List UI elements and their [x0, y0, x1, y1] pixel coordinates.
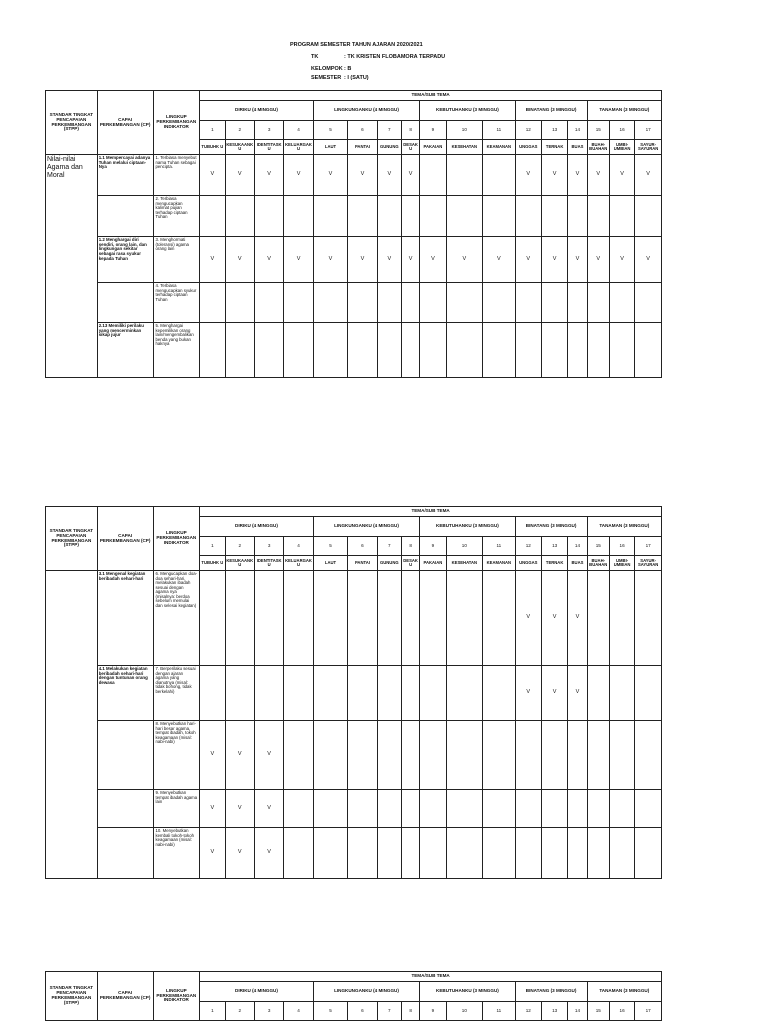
subtheme-label: KEAMANAN: [483, 556, 515, 571]
subtheme-label: BUAS: [568, 556, 587, 571]
subtheme-label: KELUARGAK U: [284, 140, 313, 155]
check-mark: V: [254, 828, 283, 879]
subtheme-label: KEAMANAN: [483, 140, 515, 155]
semester-row: [311, 75, 369, 81]
subtheme-label: DESAK U: [401, 140, 419, 155]
subtheme-label: UNGGAS: [515, 140, 541, 155]
check-mark: V: [284, 237, 313, 283]
subtheme-label: GUNUNG: [377, 140, 401, 155]
week-number: 15: [587, 121, 609, 140]
indicator-cell: 3. Menghormati (toleransi) agama orang lain: [153, 237, 200, 283]
cp-header: CAPAI PERKEMBANGAN (CP): [97, 91, 153, 155]
check-mark: V: [401, 237, 419, 283]
subtheme-label: SAYUR-SAYURAN: [635, 556, 662, 571]
subtheme-label: UMBI-UMBIAN: [609, 140, 634, 155]
cp-cell: 3.1 Mengenal kegiatan beribadah sehari-hari: [97, 571, 153, 666]
check-mark: V: [568, 571, 587, 666]
week-number: 6: [348, 1002, 377, 1021]
check-mark: V: [446, 237, 483, 283]
week-number: 14: [568, 1002, 587, 1021]
check-mark: V: [515, 666, 541, 721]
week-number: 6: [348, 121, 377, 140]
tk-row: [311, 54, 445, 60]
tk-label: TK: [311, 54, 319, 60]
subtheme-label: IDENTITASK U: [254, 140, 283, 155]
week-number: 12: [515, 121, 541, 140]
check-mark: V: [541, 155, 567, 196]
cp-cell: [97, 283, 153, 323]
stpp-header: STANDAR TINGKAT PENCAPAIAN PERKEMBANGAN (STPP): [46, 91, 98, 155]
subtheme-label: LAUT: [313, 556, 347, 571]
indicator-cell: 1. Terbiasa menyebut nama Tuhan sebagai pencipta.: [153, 155, 200, 196]
check-mark: V: [348, 237, 377, 283]
check-mark: V: [609, 237, 634, 283]
subtheme-label: PANTAI: [348, 556, 377, 571]
group-header: KEBUTUHANKU (3 MINGGU): [420, 517, 515, 537]
stpp-cell: Nilai-nilai Agama dan Moral: [46, 155, 98, 378]
table-row: [46, 283, 662, 323]
check-mark: V: [515, 155, 541, 196]
check-mark: V: [635, 155, 662, 196]
lingkup-header: LINGKUP PERKEMBANGAN INDIKATOR: [153, 91, 200, 155]
subtheme-label: TUBUHK U: [200, 556, 225, 571]
subtheme-label: BUAH-BUAHAN: [587, 556, 609, 571]
table-row: [46, 571, 662, 666]
subtheme-label: DESAK U: [401, 556, 419, 571]
cp-cell: [97, 196, 153, 237]
check-mark: V: [377, 155, 401, 196]
subtheme-label: PAKAIAN: [420, 556, 446, 571]
group-header: TANAMAN (3 MINGGU): [587, 517, 661, 537]
week-number: 17: [635, 537, 662, 556]
check-mark: V: [225, 828, 254, 879]
sheet-2: [45, 506, 662, 879]
week-number: 4: [284, 121, 313, 140]
cp-header: CAPAI PERKEMBANGAN (CP): [97, 507, 153, 571]
check-mark: V: [225, 790, 254, 828]
week-number: 14: [568, 537, 587, 556]
check-mark: V: [254, 790, 283, 828]
check-mark: V: [541, 571, 567, 666]
check-mark: V: [401, 155, 419, 196]
check-mark: V: [200, 790, 225, 828]
week-number: 2: [225, 121, 254, 140]
subtheme-label: TERNAK: [541, 556, 567, 571]
subtheme-label: SAYUR-SAYURAN: [635, 140, 662, 155]
group-header: BINATANG (3 MINGGU): [515, 982, 587, 1002]
group-header: LINGKUNGANKU (4 MINGGU): [313, 101, 419, 121]
check-mark: V: [254, 237, 283, 283]
subtheme-label: UMBI-UMBIAN: [609, 556, 634, 571]
subtheme-label: TERNAK: [541, 140, 567, 155]
week-number: 8: [401, 121, 419, 140]
subtheme-label: KESUKAANK U: [225, 140, 254, 155]
week-number: 15: [587, 1002, 609, 1021]
check-mark: V: [568, 666, 587, 721]
check-mark: V: [635, 237, 662, 283]
week-number: 9: [420, 537, 446, 556]
stpp-cell: [46, 571, 98, 879]
table-row: [46, 828, 662, 879]
week-number: 13: [541, 121, 567, 140]
week-number: 17: [635, 121, 662, 140]
week-number: 1: [200, 121, 225, 140]
cp-header: CAPAI PERKEMBANGAN (CP): [97, 972, 153, 1021]
subtheme-label: TUBUHK U: [200, 140, 225, 155]
document-title: PROGRAM SEMESTER TAHUN AJARAN 2020/2021: [290, 42, 423, 48]
group-header: DIRIKU (4 MINGGU): [200, 982, 314, 1002]
week-number: 12: [515, 537, 541, 556]
tk-value: : TK KRISTEN FLOBAMORA TERPADU: [344, 54, 446, 60]
week-number: 16: [609, 1002, 634, 1021]
check-mark: V: [515, 237, 541, 283]
check-mark: V: [587, 155, 609, 196]
tema-header: TEMA/SUB TEMA: [200, 507, 662, 517]
check-mark: V: [541, 237, 567, 283]
week-number: 11: [483, 1002, 515, 1021]
check-mark: V: [225, 237, 254, 283]
subtheme-label: IDENTITASK U: [254, 556, 283, 571]
group-header: DIRIKU (4 MINGGU): [200, 517, 314, 537]
check-mark: V: [483, 237, 515, 283]
week-number: 5: [313, 537, 347, 556]
group-header: TANAMAN (3 MINGGU): [587, 101, 661, 121]
table-row: [46, 721, 662, 790]
check-mark: V: [568, 155, 587, 196]
kelompok-row: [311, 66, 351, 72]
tema-header: TEMA/SUB TEMA: [200, 91, 662, 101]
week-number: 12: [515, 1002, 541, 1021]
program-table-3: [45, 971, 662, 1021]
cp-cell: 2.13 Memiliki perilaku yang mencerminkan sikap jujur: [97, 323, 153, 378]
lingkup-header: LINGKUP PERKEMBANGAN INDIKATOR: [153, 972, 200, 1021]
empty-cell: [420, 155, 446, 196]
week-number: 1: [200, 1002, 225, 1021]
tema-header: TEMA/SUB TEMA: [200, 972, 662, 982]
empty-cell: [446, 155, 483, 196]
check-mark: V: [609, 155, 634, 196]
week-number: 3: [254, 537, 283, 556]
subtheme-label: PANTAI: [348, 140, 377, 155]
week-number: 16: [609, 537, 634, 556]
week-number: 16: [609, 121, 634, 140]
cp-cell: [97, 790, 153, 828]
indicator-cell: 9. Menyebutkan tempat ibadah agama lain: [153, 790, 200, 828]
subtheme-label: GUNUNG: [377, 556, 401, 571]
semester-value: : I (SATU): [344, 75, 369, 81]
week-number: 6: [348, 537, 377, 556]
cp-cell: 1.1 Mempercayai adanya Tuhan melalui ciptaan-Nya: [97, 155, 153, 196]
check-mark: V: [225, 155, 254, 196]
check-mark: V: [313, 237, 347, 283]
week-number: 2: [225, 537, 254, 556]
indicator-cell: 6. Mengucapkan doa-doa sehari-hari, melakukan ibadah sesuai dengan agama nya (misalnya: berdoa sebelum memulai dan selesai kegiatan): [153, 571, 200, 666]
week-number: 11: [483, 537, 515, 556]
cp-cell: [97, 828, 153, 879]
table-row: [46, 790, 662, 828]
check-mark: V: [541, 666, 567, 721]
check-mark: V: [200, 155, 225, 196]
week-number: 4: [284, 537, 313, 556]
table-row: [46, 323, 662, 378]
subtheme-label: UNGGAS: [515, 556, 541, 571]
semester-label: SEMESTER: [311, 75, 342, 81]
stpp-header: STANDAR TINGKAT PENCAPAIAN PERKEMBANGAN (STPP): [46, 507, 98, 571]
check-mark: V: [313, 155, 347, 196]
week-number: 10: [446, 121, 483, 140]
group-header: BINATANG (3 MINGGU): [515, 101, 587, 121]
program-table-1: [45, 90, 662, 378]
week-number: 10: [446, 1002, 483, 1021]
table-row: [46, 237, 662, 283]
table-row: [46, 666, 662, 721]
week-number: 3: [254, 1002, 283, 1021]
week-number: 9: [420, 121, 446, 140]
check-mark: V: [200, 721, 225, 790]
subtheme-label: BUAS: [568, 140, 587, 155]
subtheme-label: PAKAIAN: [420, 140, 446, 155]
check-mark: V: [348, 155, 377, 196]
week-number: 7: [377, 537, 401, 556]
table-row: [46, 155, 662, 196]
cp-cell: [97, 721, 153, 790]
check-mark: V: [515, 571, 541, 666]
check-mark: V: [254, 155, 283, 196]
stpp-header: STANDAR TINGKAT PENCAPAIAN PERKEMBANGAN (STPP): [46, 972, 98, 1021]
week-number: 2: [225, 1002, 254, 1021]
check-mark: V: [200, 237, 225, 283]
week-number: 15: [587, 537, 609, 556]
cp-cell: 4.1 Melakukan kegiatan beribadah sehari-hari dengan tuntunan orang dewasa: [97, 666, 153, 721]
subtheme-label: KESUKAANK U: [225, 556, 254, 571]
check-mark: V: [284, 155, 313, 196]
indicator-cell: 10. Menyebutkan kembali tokoh-tokoh keagamaan (misal: nabi-nabi): [153, 828, 200, 879]
week-number: 7: [377, 121, 401, 140]
kelompok-label: KELOMPOK: [311, 66, 343, 72]
week-number: 8: [401, 1002, 419, 1021]
week-number: 9: [420, 1002, 446, 1021]
program-table-2: [45, 506, 662, 879]
week-number: 8: [401, 537, 419, 556]
week-number: 3: [254, 121, 283, 140]
week-number: 4: [284, 1002, 313, 1021]
check-mark: V: [587, 237, 609, 283]
week-number: 5: [313, 121, 347, 140]
subtheme-label: BUAH-BUAHAN: [587, 140, 609, 155]
sheet-1: [45, 90, 662, 378]
group-header: LINGKUNGANKU (4 MINGGU): [313, 517, 419, 537]
group-header: TANAMAN (3 MINGGU): [587, 982, 661, 1002]
indicator-cell: 2. Terbiasa mengucapkan kalimat pujian terhadap ciptaan Tuhan: [153, 196, 200, 237]
check-mark: V: [254, 721, 283, 790]
sheet-3: [45, 971, 662, 1021]
week-number: 1: [200, 537, 225, 556]
week-number: 14: [568, 121, 587, 140]
subtheme-label: KELUARGAK U: [284, 556, 313, 571]
check-mark: V: [225, 721, 254, 790]
group-header: KEBUTUHANKU (3 MINGGU): [420, 101, 515, 121]
lingkup-header: LINGKUP PERKEMBANGAN INDIKATOR: [153, 507, 200, 571]
check-mark: V: [200, 828, 225, 879]
week-number: 11: [483, 121, 515, 140]
check-mark: V: [420, 237, 446, 283]
group-header: KEBUTUHANKU (3 MINGGU): [420, 982, 515, 1002]
indicator-cell: 8. Menyebutkan hari-hari besar agama, tempat ibadah, tokoh keagamaan (misal: nabi-nabi): [153, 721, 200, 790]
table-row: [46, 196, 662, 237]
group-header: BINATANG (3 MINGGU): [515, 517, 587, 537]
week-number: 13: [541, 1002, 567, 1021]
empty-cell: [483, 155, 515, 196]
check-mark: V: [568, 237, 587, 283]
kelompok-value: : B: [344, 66, 352, 72]
week-number: 5: [313, 1002, 347, 1021]
group-header: LINGKUNGANKU (4 MINGGU): [313, 982, 419, 1002]
indicator-cell: 5. Menghargai kepemilikan orang lain/mengembalikan benda yang bukan haknya: [153, 323, 200, 378]
check-mark: V: [377, 237, 401, 283]
week-number: 13: [541, 537, 567, 556]
indicator-cell: 4. Terbiasa mengucapkan syukur terhadap ciptaan Tuhan: [153, 283, 200, 323]
subtheme-label: LAUT: [313, 140, 347, 155]
week-number: 17: [635, 1002, 662, 1021]
cp-cell: 1.2 Menghargai diri sendiri, orang lain, dan lingkungan sekitar sebagai rasa syukur kepada Tuhan: [97, 237, 153, 283]
subtheme-label: KESEHATAN: [446, 140, 483, 155]
subtheme-label: KESEHATAN: [446, 556, 483, 571]
group-header: DIRIKU (4 MINGGU): [200, 101, 314, 121]
week-number: 7: [377, 1002, 401, 1021]
indicator-cell: 7. Berperilaku sesuai dengan ajaran agama yang dianutnya (misal: tidak bohong, tidak berkelahi): [153, 666, 200, 721]
week-number: 10: [446, 537, 483, 556]
